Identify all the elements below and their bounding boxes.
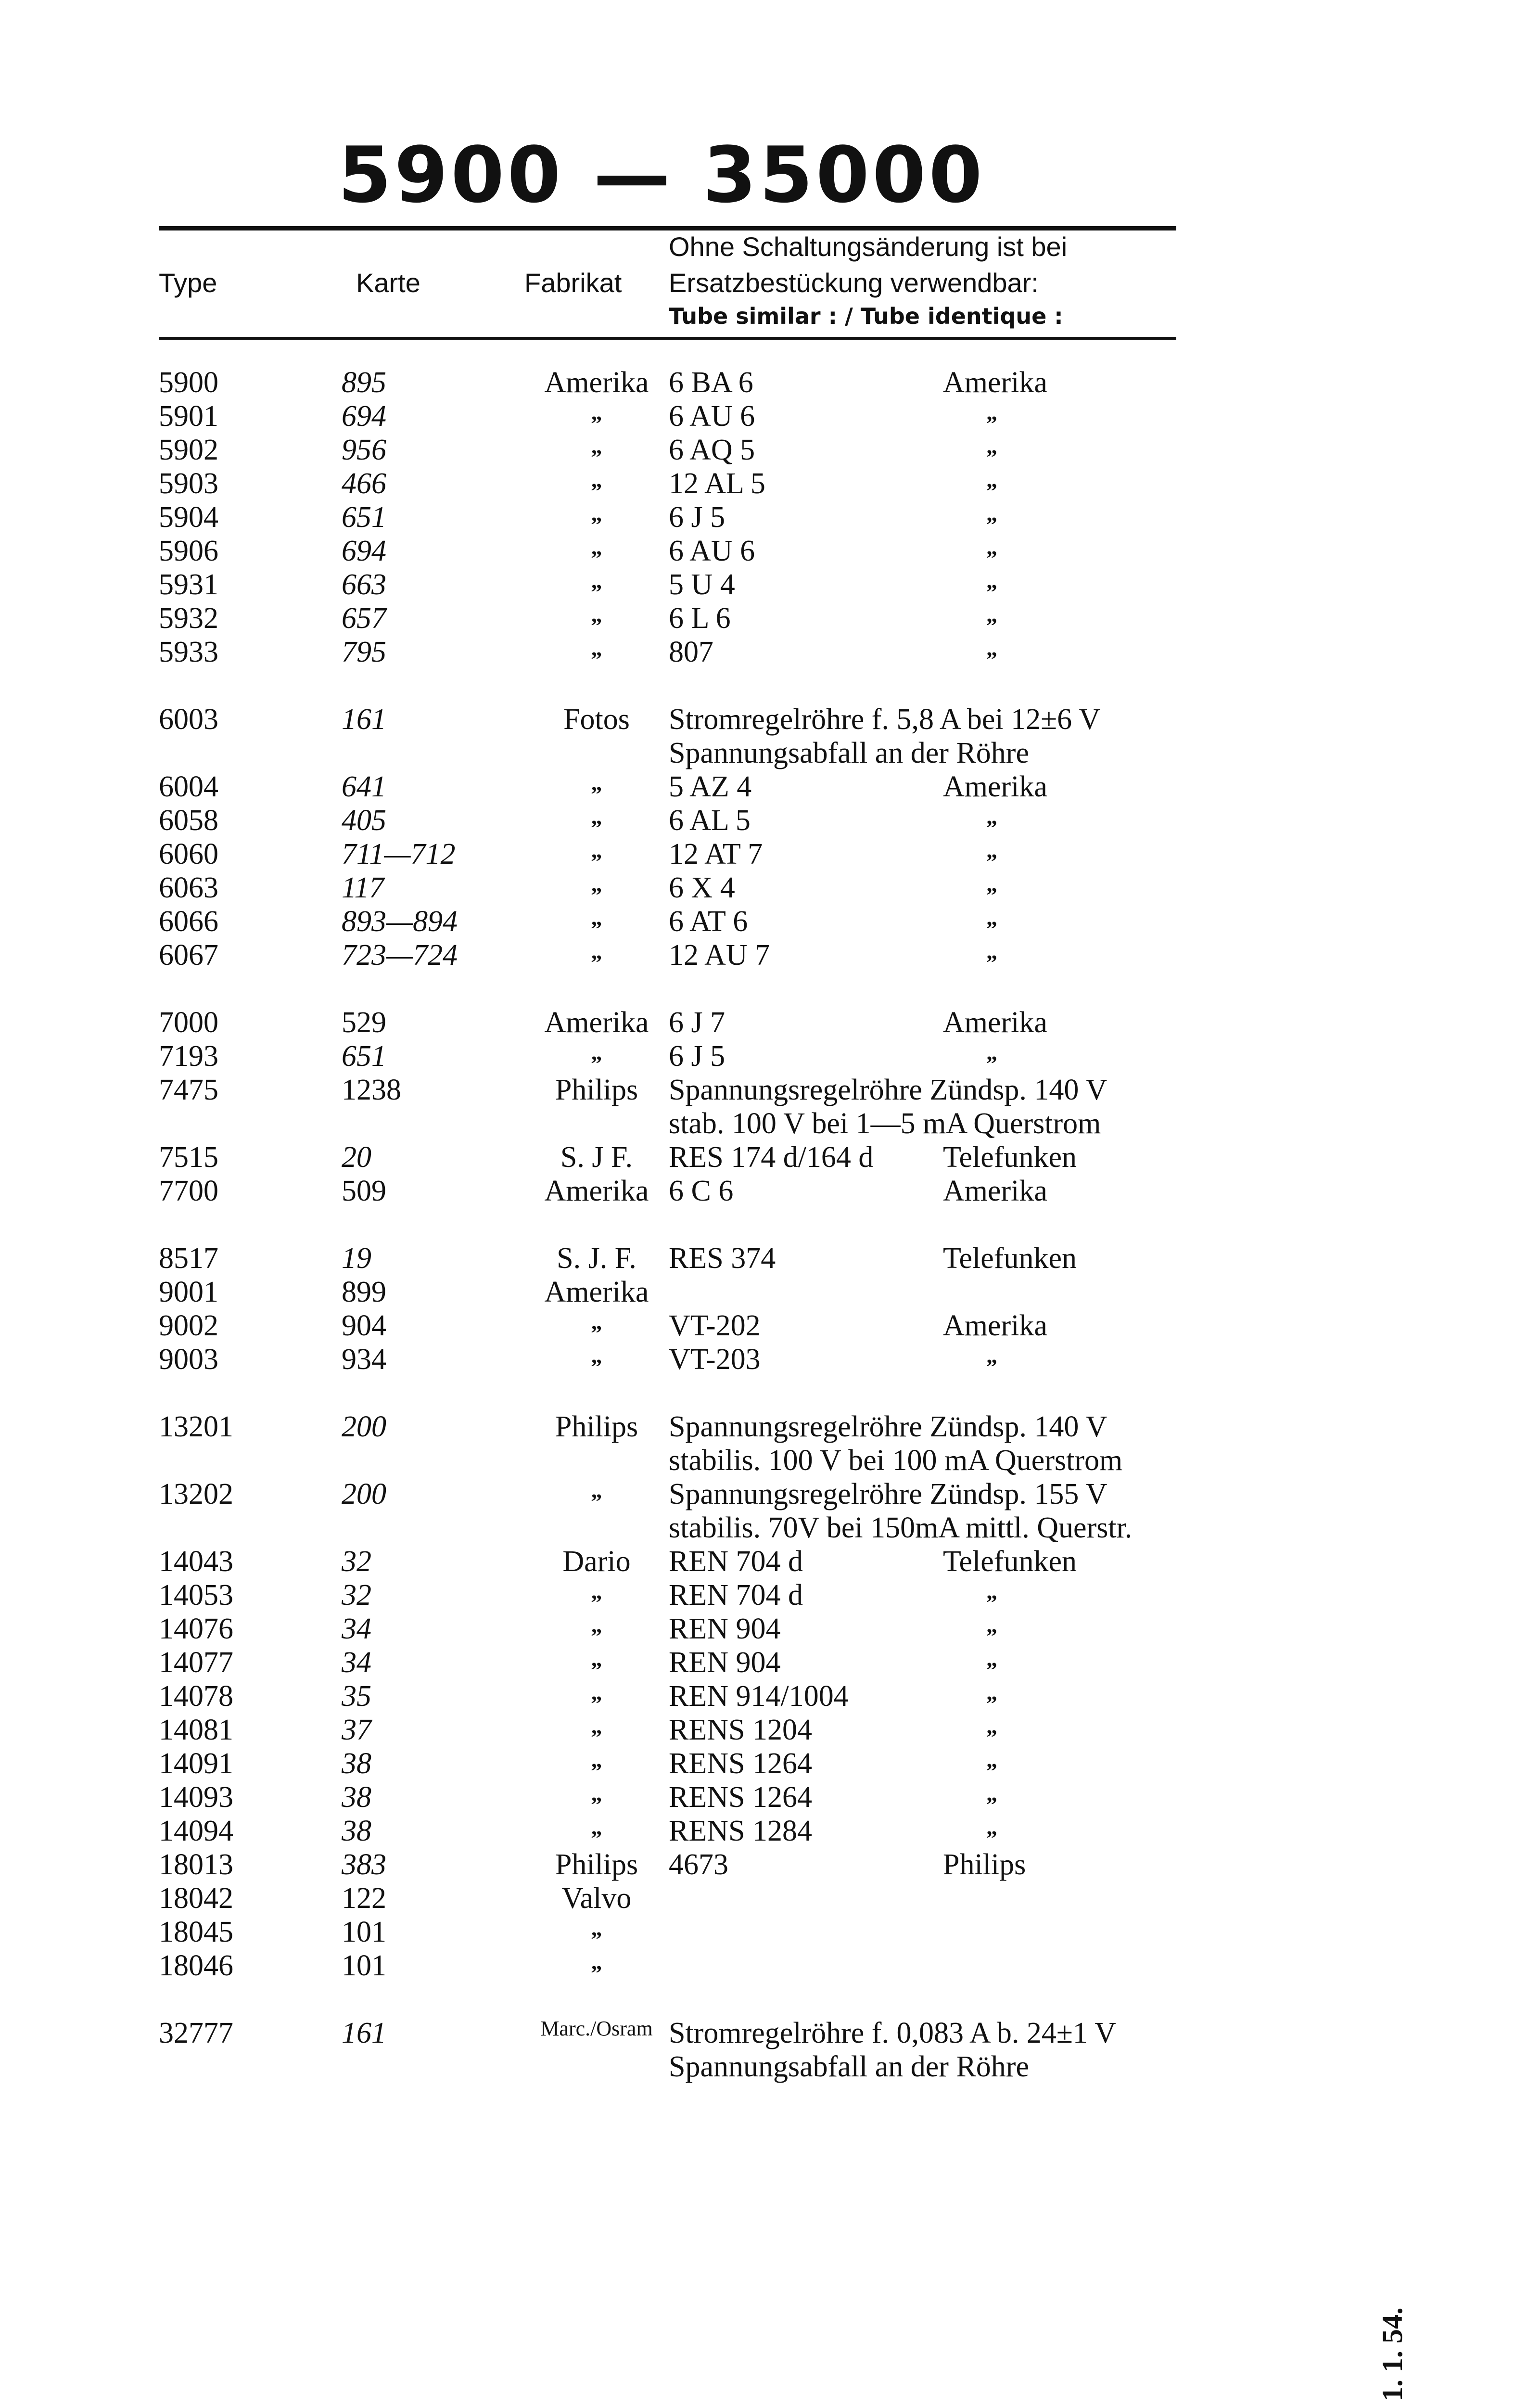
table-row <box>0 602 1540 635</box>
cell-type: 5933 <box>159 636 218 668</box>
table-row <box>0 2016 1540 2050</box>
cell-karte: 38 <box>342 1781 371 1814</box>
cell-ersatz: REN 914/1004 <box>669 1680 849 1713</box>
cell-fabrikat: „ <box>591 1680 602 1704</box>
cell-karte: 1238 <box>342 1074 401 1106</box>
cell-fabrikat: „ <box>591 568 602 593</box>
cell-karte: 32 <box>342 1545 371 1578</box>
cell-fabrikat: Fotos <box>563 703 630 736</box>
cell-fabrikat: Valvo <box>561 1882 632 1915</box>
table-row <box>0 804 1540 837</box>
cell-type: 7515 <box>159 1141 218 1174</box>
cell-ersatz: Stromregelröhre f. 5,8 A bei 12±6 V <box>669 703 1101 736</box>
cell-ersatz: 6 AT 6 <box>669 905 748 938</box>
cell-fabrikat: „ <box>591 770 602 795</box>
cell-similar: „ <box>986 1714 997 1738</box>
table-row <box>0 1713 1540 1747</box>
table-row <box>0 1073 1540 1107</box>
cell-similar: „ <box>986 905 997 930</box>
cell-ersatz: RENS 1264 <box>669 1747 812 1780</box>
header-fabrikat: Fabrikat <box>524 268 622 298</box>
cell-karte: 37 <box>342 1714 371 1746</box>
cell-type: 32777 <box>159 2017 233 2049</box>
cell-similar: „ <box>986 636 997 660</box>
cell-ersatz: Spannungsregelröhre Zündsp. 155 V <box>669 1478 1107 1510</box>
table-row <box>0 1814 1540 1848</box>
cell-karte: 723—724 <box>342 939 458 972</box>
cell-similar: Philips <box>943 1848 1026 1881</box>
table-row <box>0 770 1540 804</box>
cell-type: 13201 <box>159 1410 233 1443</box>
table-row <box>0 1949 1540 1983</box>
cell-similar: „ <box>986 467 997 492</box>
cell-karte: 34 <box>342 1646 371 1679</box>
table-row <box>0 1747 1540 1780</box>
cell-type: 5902 <box>159 434 218 466</box>
cell-fabrikat: „ <box>591 501 602 525</box>
cell-karte: 509 <box>342 1175 386 1207</box>
table-row <box>0 938 1540 972</box>
cell-karte: 405 <box>342 804 386 837</box>
cell-ersatz: 4673 <box>669 1848 728 1881</box>
cell-similar: „ <box>986 1680 997 1704</box>
cell-type: 6063 <box>159 871 218 904</box>
table-row <box>0 1915 1540 1949</box>
cell-ersatz: 6 AL 5 <box>669 804 751 837</box>
page-title: 5900 — 35000 <box>338 130 985 220</box>
cell-fabrikat: „ <box>591 1949 602 1974</box>
cell-ersatz: 6 J 5 <box>669 501 725 534</box>
cell-similar: „ <box>986 1646 997 1671</box>
table-row <box>0 1410 1540 1444</box>
table-row <box>0 568 1540 602</box>
cell-ersatz: 6 C 6 <box>669 1175 734 1207</box>
cell-karte: 651 <box>342 501 386 534</box>
cell-ersatz: 12 AT 7 <box>669 838 763 870</box>
cell-ersatz: 6 X 4 <box>669 871 735 904</box>
cell-fabrikat: Philips <box>555 1848 638 1881</box>
cell-ersatz: 6 J 7 <box>669 1006 725 1039</box>
cell-karte: 161 <box>342 2017 386 2049</box>
cell-type: 5906 <box>159 535 218 567</box>
cell-type: 14078 <box>159 1680 233 1713</box>
cell-ersatz: 5 U 4 <box>669 568 735 601</box>
cell-fabrikat: „ <box>591 1714 602 1738</box>
cell-type: 6060 <box>159 838 218 870</box>
cell-type: 6067 <box>159 939 218 972</box>
cell-karte: 19 <box>342 1242 371 1275</box>
table-row <box>0 1612 1540 1646</box>
cell-type: 14081 <box>159 1714 233 1746</box>
cell-similar: Amerika <box>943 366 1047 399</box>
cell-fabrikat: „ <box>591 804 602 829</box>
cell-fabrikat: „ <box>591 1781 602 1805</box>
cell-type: 9001 <box>159 1276 218 1308</box>
cell-fabrikat: S. J. F. <box>557 1242 636 1275</box>
table-row <box>0 467 1540 500</box>
table-row <box>0 905 1540 938</box>
cell-type: 14043 <box>159 1545 233 1578</box>
cell-karte: 101 <box>342 1916 386 1948</box>
cell-type: 7000 <box>159 1006 218 1039</box>
table-row <box>0 1140 1540 1174</box>
cell-type: 6003 <box>159 703 218 736</box>
cell-similar: „ <box>986 804 997 829</box>
cell-fabrikat: Philips <box>555 1410 638 1443</box>
table-row <box>0 1780 1540 1814</box>
table-row <box>0 1275 1540 1309</box>
cell-karte: 657 <box>342 602 386 635</box>
cell-fabrikat: Philips <box>555 1074 638 1106</box>
cell-fabrikat: „ <box>591 467 602 492</box>
cell-similar: „ <box>986 1040 997 1064</box>
cell-type: 18045 <box>159 1916 233 1948</box>
cell-ersatz: RENS 1264 <box>669 1781 812 1814</box>
cell-type: 5901 <box>159 400 218 433</box>
header-type: Type <box>159 268 217 298</box>
cell-similar: „ <box>986 1613 997 1637</box>
cell-type: 7193 <box>159 1040 218 1073</box>
cell-karte: 466 <box>342 467 386 500</box>
cell-type: 6058 <box>159 804 218 837</box>
cell-karte: 651 <box>342 1040 386 1073</box>
cell-type: 14053 <box>159 1579 233 1612</box>
table-row <box>0 1477 1540 1511</box>
cell-fabrikat: „ <box>591 1478 602 1502</box>
cell-karte: 934 <box>342 1343 386 1376</box>
row-continuation: Spannungsabfall an der Röhre <box>669 737 1029 769</box>
table-row <box>0 1545 1540 1578</box>
header-note-line1: Ohne Schaltungsänderung ist bei <box>669 231 1068 262</box>
cell-type: 18013 <box>159 1848 233 1881</box>
cell-similar: Amerika <box>943 1175 1047 1207</box>
cell-karte: 893—894 <box>342 905 458 938</box>
cell-similar: „ <box>986 1579 997 1603</box>
cell-karte: 904 <box>342 1309 386 1342</box>
cell-type: 6004 <box>159 770 218 803</box>
cell-fabrikat: „ <box>591 871 602 896</box>
header-note-line2: Ersatzbestückung verwendbar: <box>669 268 1039 298</box>
cell-type: 18046 <box>159 1949 233 1982</box>
cell-type: 9003 <box>159 1343 218 1376</box>
cell-ersatz: 6 BA 6 <box>669 366 753 399</box>
cell-type: 14094 <box>159 1815 233 1847</box>
header-karte: Karte <box>356 268 420 298</box>
cell-similar: Telefunken <box>943 1545 1077 1578</box>
cell-similar: „ <box>986 871 997 896</box>
cell-similar: „ <box>986 568 997 593</box>
table-row <box>0 1174 1540 1208</box>
row-continuation: stabilis. 100 V bei 100 mA Querstrom <box>669 1444 1123 1477</box>
cell-similar: „ <box>986 939 997 963</box>
cell-karte: 117 <box>342 871 384 904</box>
cell-karte: 38 <box>342 1815 371 1847</box>
side-date: 1. 1. 54. <box>1376 2307 1408 2401</box>
table-row <box>0 871 1540 905</box>
cell-fabrikat: „ <box>591 535 602 559</box>
cell-fabrikat: S. J F. <box>560 1141 633 1174</box>
cell-similar: „ <box>986 400 997 424</box>
cell-karte: 200 <box>342 1410 386 1443</box>
cell-type: 8517 <box>159 1242 218 1275</box>
cell-similar: „ <box>986 602 997 627</box>
cell-type: 7475 <box>159 1074 218 1106</box>
cell-type: 14091 <box>159 1747 233 1780</box>
cell-fabrikat: „ <box>591 939 602 963</box>
table-row <box>0 703 1540 736</box>
cell-fabrikat: „ <box>591 1343 602 1368</box>
cell-karte: 122 <box>342 1882 386 1915</box>
cell-ersatz: 6 AU 6 <box>669 400 755 433</box>
cell-karte: 641 <box>342 770 386 803</box>
cell-similar: „ <box>986 1343 997 1368</box>
cell-fabrikat: Dario <box>562 1545 631 1578</box>
header-top-rule <box>159 226 1176 230</box>
table-row <box>0 1881 1540 1915</box>
cell-karte: 956 <box>342 434 386 466</box>
cell-ersatz: RES 374 <box>669 1242 776 1275</box>
cell-ersatz: REN 904 <box>669 1613 781 1645</box>
table-row <box>0 534 1540 568</box>
cell-fabrikat: Amerika <box>544 1175 649 1207</box>
cell-similar: „ <box>986 1781 997 1805</box>
cell-ersatz: 6 L 6 <box>669 602 731 635</box>
cell-similar: „ <box>986 1815 997 1839</box>
cell-similar: Telefunken <box>943 1141 1077 1174</box>
cell-ersatz: REN 704 d <box>669 1579 803 1612</box>
cell-fabrikat: „ <box>591 1579 602 1603</box>
cell-ersatz: 12 AU 7 <box>669 939 770 972</box>
cell-similar: „ <box>986 434 997 458</box>
cell-type: 5904 <box>159 501 218 534</box>
cell-karte: 899 <box>342 1276 386 1308</box>
cell-fabrikat: „ <box>591 838 602 862</box>
table-row <box>0 366 1540 399</box>
table-row <box>0 1309 1540 1343</box>
table-row <box>0 1679 1540 1713</box>
cell-fabrikat: Marc./Osram <box>540 2017 653 2040</box>
cell-similar: Amerika <box>943 1309 1047 1342</box>
header-note-line3: Tube similar : / Tube identique : <box>669 303 1063 329</box>
cell-fabrikat: Amerika <box>544 1276 649 1308</box>
cell-ersatz: Stromregelröhre f. 0,083 A b. 24±1 V <box>669 2017 1117 2049</box>
cell-fabrikat: „ <box>591 434 602 458</box>
table-row <box>0 399 1540 433</box>
cell-karte: 35 <box>342 1680 371 1713</box>
cell-karte: 38 <box>342 1747 371 1780</box>
cell-karte: 694 <box>342 535 386 567</box>
cell-karte: 34 <box>342 1613 371 1645</box>
table-row <box>0 1848 1540 1881</box>
table-row <box>0 1039 1540 1073</box>
cell-karte: 200 <box>342 1478 386 1510</box>
cell-similar: „ <box>986 838 997 862</box>
cell-fabrikat: „ <box>591 602 602 627</box>
cell-ersatz: Spannungsregelröhre Zündsp. 140 V <box>669 1410 1107 1443</box>
cell-type: 14076 <box>159 1613 233 1645</box>
cell-karte: 32 <box>342 1579 371 1612</box>
cell-ersatz: RENS 1284 <box>669 1815 812 1847</box>
cell-karte: 663 <box>342 568 386 601</box>
cell-type: 18042 <box>159 1882 233 1915</box>
cell-type: 5903 <box>159 467 218 500</box>
cell-ersatz: RENS 1204 <box>669 1714 812 1746</box>
cell-type: 7700 <box>159 1175 218 1207</box>
cell-fabrikat: „ <box>591 636 602 660</box>
cell-ersatz: REN 904 <box>669 1646 781 1679</box>
cell-fabrikat: „ <box>591 1040 602 1064</box>
cell-fabrikat: Amerika <box>544 366 649 399</box>
cell-fabrikat: „ <box>591 1815 602 1839</box>
cell-fabrikat: „ <box>591 400 602 424</box>
cell-ersatz: 5 AZ 4 <box>669 770 752 803</box>
cell-type: 5931 <box>159 568 218 601</box>
table-row <box>0 1241 1540 1275</box>
cell-type: 5900 <box>159 366 218 399</box>
row-continuation: Spannungsabfall an der Röhre <box>669 2050 1029 2083</box>
cell-karte: 694 <box>342 400 386 433</box>
cell-fabrikat: „ <box>591 1309 602 1334</box>
cell-type: 6066 <box>159 905 218 938</box>
cell-type: 9002 <box>159 1309 218 1342</box>
cell-ersatz: Spannungsregelröhre Zündsp. 140 V <box>669 1074 1107 1106</box>
table-row <box>0 433 1540 467</box>
cell-type: 13202 <box>159 1478 233 1510</box>
header-bottom-rule <box>159 337 1176 340</box>
cell-similar: Telefunken <box>943 1242 1077 1275</box>
cell-karte: 383 <box>342 1848 386 1881</box>
cell-type: 5932 <box>159 602 218 635</box>
cell-fabrikat: „ <box>591 1613 602 1637</box>
cell-karte: 529 <box>342 1006 386 1039</box>
cell-similar: Amerika <box>943 1006 1047 1039</box>
row-continuation: stabilis. 70V bei 150mA mittl. Querstr. <box>669 1511 1133 1544</box>
cell-ersatz: RES 174 d/164 d <box>669 1141 874 1174</box>
cell-type: 14093 <box>159 1781 233 1814</box>
cell-ersatz: VT-203 <box>669 1343 761 1376</box>
table-row <box>0 1578 1540 1612</box>
cell-fabrikat: „ <box>591 1646 602 1671</box>
table-row <box>0 1343 1540 1376</box>
table-row <box>0 500 1540 534</box>
cell-ersatz: 6 AU 6 <box>669 535 755 567</box>
cell-ersatz: 6 AQ 5 <box>669 434 755 466</box>
cell-karte: 895 <box>342 366 386 399</box>
cell-karte: 711—712 <box>342 838 456 870</box>
table-row <box>0 1006 1540 1039</box>
cell-ersatz: 12 AL 5 <box>669 467 765 500</box>
cell-fabrikat: „ <box>591 905 602 930</box>
cell-similar: „ <box>986 1747 997 1772</box>
cell-similar: Amerika <box>943 770 1047 803</box>
cell-fabrikat: „ <box>591 1916 602 1940</box>
cell-karte: 795 <box>342 636 386 668</box>
table-row <box>0 1646 1540 1679</box>
cell-ersatz: 6 J 5 <box>669 1040 725 1073</box>
cell-karte: 20 <box>342 1141 371 1174</box>
cell-fabrikat: Amerika <box>544 1006 649 1039</box>
cell-similar: „ <box>986 535 997 559</box>
table-row <box>0 837 1540 871</box>
cell-type: 14077 <box>159 1646 233 1679</box>
cell-ersatz: VT-202 <box>669 1309 761 1342</box>
cell-karte: 101 <box>342 1949 386 1982</box>
table-row <box>0 635 1540 669</box>
cell-ersatz: REN 704 d <box>669 1545 803 1578</box>
cell-karte: 161 <box>342 703 386 736</box>
cell-fabrikat: „ <box>591 1747 602 1772</box>
cell-similar: „ <box>986 501 997 525</box>
cell-ersatz: 807 <box>669 636 713 668</box>
row-continuation: stab. 100 V bei 1—5 mA Querstrom <box>669 1107 1101 1140</box>
